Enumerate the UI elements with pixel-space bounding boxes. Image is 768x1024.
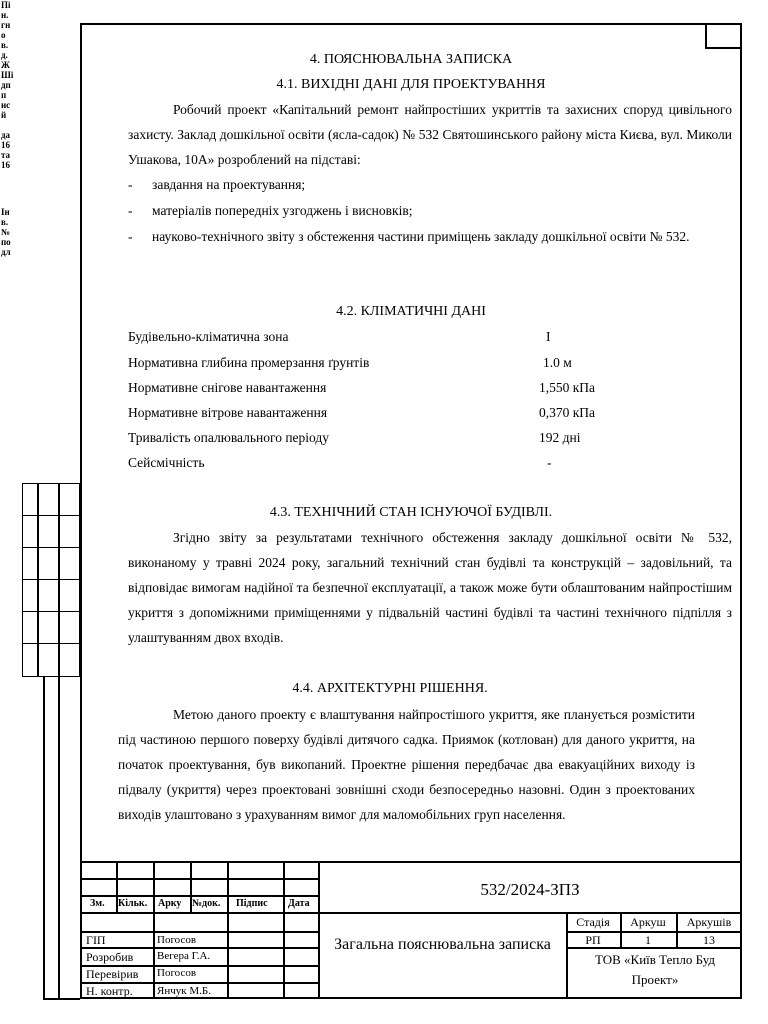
tb-header: Підпис — [236, 898, 268, 909]
subsection-title-4-4: 4.4. АРХІТЕКТУРНІ РІШЕННЯ. — [292, 681, 488, 696]
tb-header: Дата — [288, 898, 310, 909]
climate-value: 0,370 кПа — [539, 405, 596, 420]
tb-header: Зм. — [90, 898, 105, 909]
sheet-header: Аркуш — [630, 915, 666, 929]
list-item: - науково-технічного звіту з обстеження частини приміщень закладу дошкільної освіти № 532. — [128, 224, 732, 274]
binding-strip-line — [43, 677, 45, 999]
tb-name: Погосов — [157, 934, 197, 946]
subsection-title-4-3: 4.3. ТЕХНІЧНИЙ СТАН ІСНУЮЧОЇ БУДІВЛІ. — [269, 505, 553, 520]
binding-grid — [22, 483, 80, 677]
sheets-header: Аркушів — [686, 915, 732, 929]
tb-name: Янчук М.Б. — [157, 985, 211, 997]
tb-header: Кільк. — [118, 898, 148, 909]
tb-header: Арку — [158, 898, 182, 909]
tb-header: №док. — [192, 898, 221, 909]
subsection-title-4-1: 4.1. ВИХІДНІ ДАНІ ДЛЯ ПРОЕКТУВАННЯ — [276, 77, 546, 92]
climate-value: I — [546, 329, 551, 344]
stage-value: РП — [585, 933, 601, 947]
climate-label: Нормативне снігове навантаження — [128, 380, 327, 395]
tb-role: ГІП — [86, 933, 106, 947]
binding-strip-bottom — [43, 998, 80, 1000]
binding-grid-divider — [37, 483, 39, 677]
subsection-title-4-2: 4.2. КЛІМАТИЧНІ ДАНІ — [336, 304, 486, 319]
climate-label: Тривалість опалювального періоду — [128, 430, 330, 445]
margin-inv-no: Ін в. № по дл — [1, 207, 11, 257]
climate-label: Нормативне вітрове навантаження — [128, 405, 328, 420]
paragraph-4-3: Згідно звіту за результатами технічного обстеження закладу дошкільної освіти № 532, виконаному у травні 2024 року, загальний технічний стан будівлі та конструкцій – задовільний, та відповідає вимогам надійної та безпечної експлуатації, а також може бути облаштованим найпростішим укриття з допоміжними приміщеннями у підвальній частині будівлі та частині технічного підпілля з улаштуванням двох входів. — [128, 530, 732, 645]
paragraph-4-4: Метою даного проекту є влаштування найпростішого укриття, яке планується розмістити під частиною першого поверху будівлі дитячого садка. Приямок (котлован) для даного укриття, на початок проектування, був викопаний. Проектне рішення передбачає два евакуаційних виходу із підвалу (укриття) через проектовані зовнішні сходи безпосередньо назовні. Один з проектованих виходів улаштовано з урахуванням вимог для маломобільних груп населення. — [118, 707, 695, 822]
tb-role: Розробив — [86, 950, 134, 964]
climate-value: 1.0 м — [543, 355, 572, 370]
list-item-text: науково-технічного звіту з обстеження частини приміщень закладу дошкільної освіти № 532. — [152, 229, 690, 244]
document-title: Загальна пояснювальна записка — [334, 936, 551, 953]
tb-role: Перевірив — [86, 967, 139, 981]
climate-label: Будівельно-кліматична зона — [128, 329, 289, 344]
climate-value: - — [547, 455, 552, 470]
list-item-text: матеріалів попередніх узгоджень і висновків; — [152, 203, 413, 218]
tb-role: Н. контр. — [86, 984, 133, 998]
binding-strip-line — [58, 483, 60, 999]
stage-header: Стадія — [576, 915, 610, 929]
tb-name: Вегера Г.А. — [157, 950, 211, 962]
climate-value: 192 дні — [539, 430, 581, 445]
margin-stamp-text: Пі н. гн о в. д. Ж Ші дп п ис й да 16 та 16 — [1, 0, 14, 170]
paragraph-4-1: Робочий проект «Капітальний ремонт найпростіших укриттів та захисних споруд цивільного захисту. Заклад дошкільної освіти (ясла-садок) № 532 Святошинського району міста Києва, вул. Миколи Ушакова, 10А» розроблений на підставі: — [128, 102, 732, 167]
climate-label: Сейсмічність — [128, 455, 205, 470]
sheet-number-box — [705, 23, 742, 49]
list-item-text: завдання на проектування; — [152, 177, 306, 192]
company-name: ТОВ «Київ Тепло Буд Проект» — [594, 952, 716, 987]
climate-label: Нормативна глибина промерзання ґрунтів — [128, 355, 370, 370]
sheets-value: 13 — [703, 933, 715, 947]
climate-value: 1,550 кПа — [539, 380, 596, 395]
tb-name: Погосов — [157, 967, 197, 979]
document-code: 532/2024-ЗПЗ — [480, 880, 580, 899]
sheet-value: 1 — [645, 933, 651, 947]
section-title: 4. ПОЯСНЮВАЛЬНА ЗАПИСКА — [309, 52, 513, 67]
